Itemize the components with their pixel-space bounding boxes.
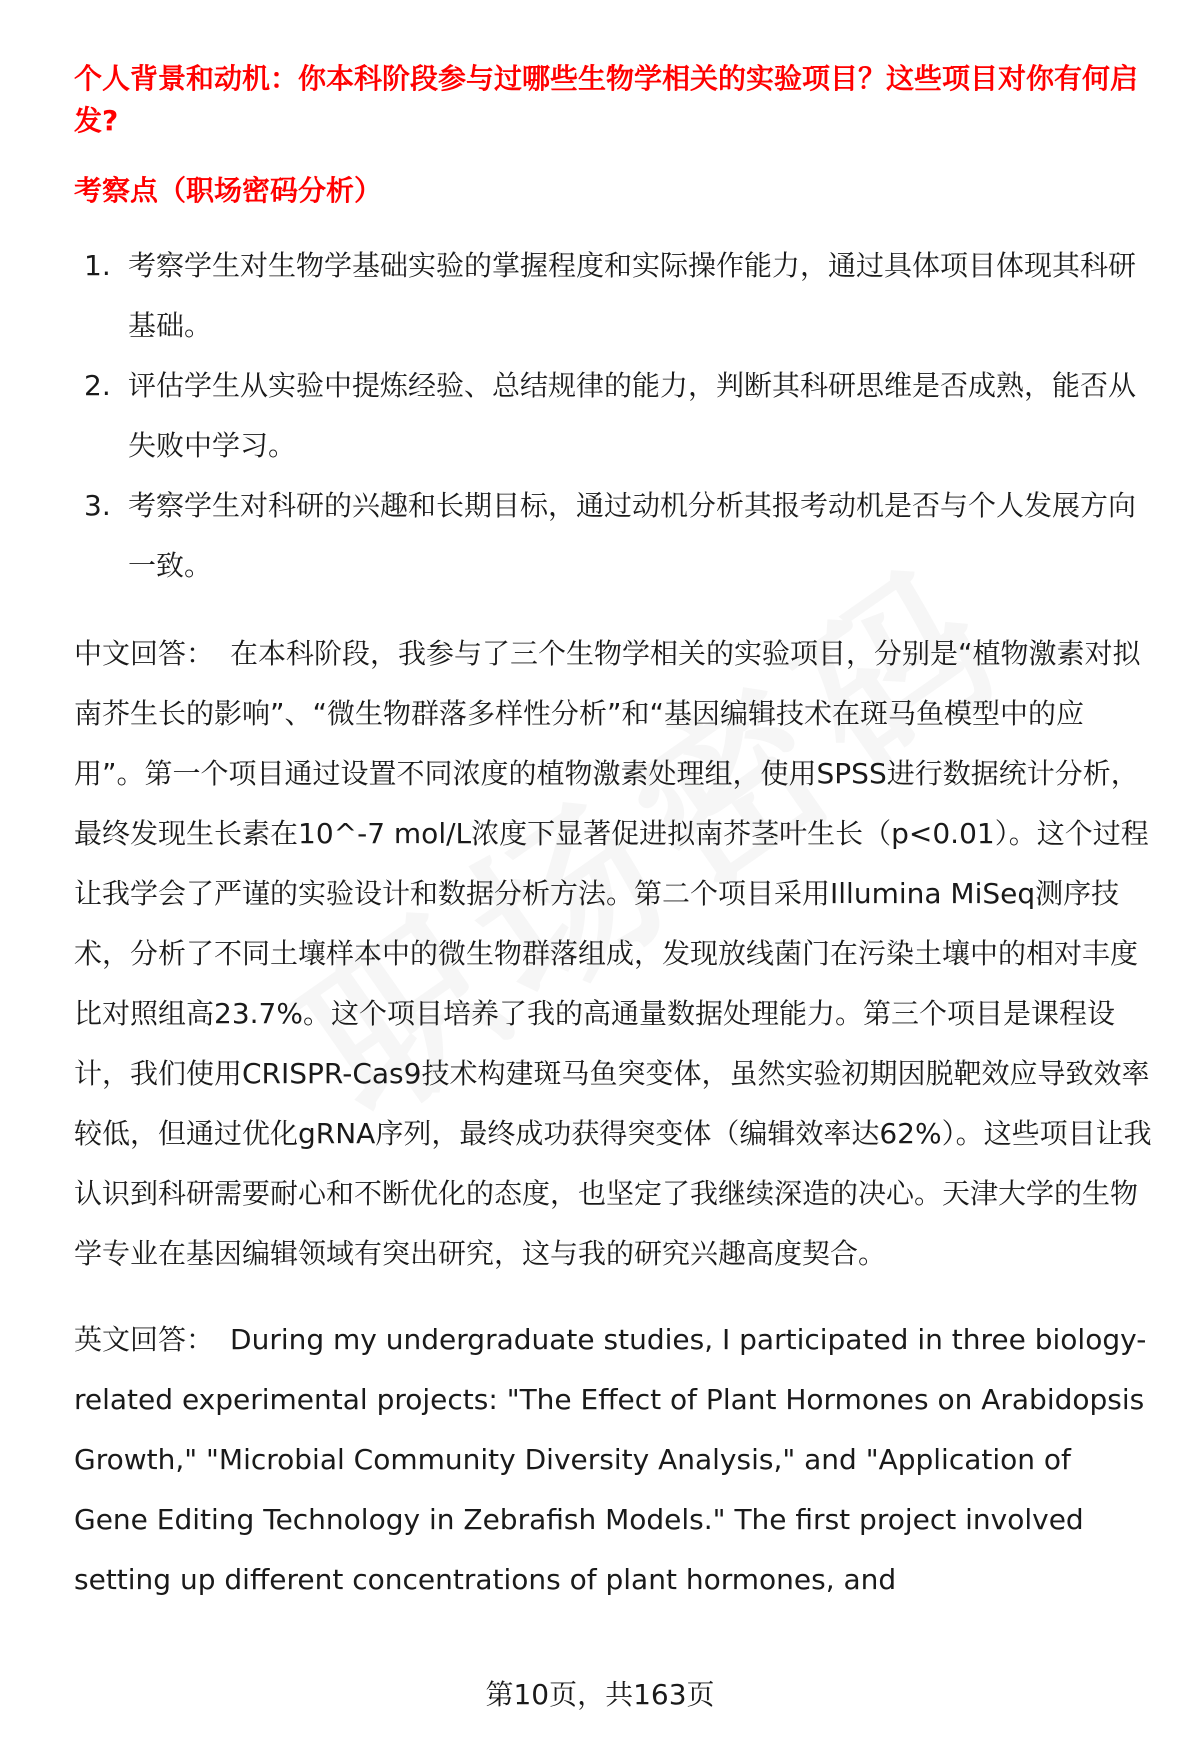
list-item (74, 236, 1152, 356)
list-item (74, 356, 1152, 476)
list-item-text: 评估学生从实验中提炼经验、总结规律的能力，判断其科研思维是否成熟，能否从失败中学习。 (128, 369, 1137, 462)
list-item (74, 476, 1152, 596)
list-item-number: 3. (84, 489, 111, 522)
question-heading: 个人背景和动机：你本科阶段参与过哪些生物学相关的实验项目？这些项目对你有何启发? (74, 62, 1139, 137)
list-item-number: 2. (84, 369, 111, 402)
analysis-points-list (74, 236, 1152, 596)
list-item-text: 考察学生对科研的兴趣和长期目标，通过动机分析其报考动机是否与个人发展方向一致。 (128, 489, 1137, 582)
chinese-answer-text: 在本科阶段，我参与了三个生物学相关的实验项目，分别是“植物激素对拟南芥生长的影响”、“微生物群落多样性分析”和“基因编辑技术在斑马鱼模型中的应用”。第一个项目通过设置不同浓度的植物激素处理组，使用SPSS进行数据统计分析，最终发现生长素在10^-7 mol/L浓度下显著促进拟南芥茎叶生长（p<0.01）。这个过程让我学会了严谨的实验设计和数据分析方法。第二个项目采用Illumina MiSeq测序技术，分析了不同土壤样本中的微生物群落组成，发现放线菌门在污染土壤中的相对丰度比对照组高23.7%。这个项目培养了我的高通量数据处理能力。第三个项目是课程设计，我们使用CRISPR-Cas9技术构建斑马鱼突变体，虽然实验初期因脱靶效应导致效率较低，但通过优化gRNA序列，最终成功获得突变体（编辑效率达62%）。这些项目让我认识到科研需要耐心和不断优化的态度，也坚定了我继续深造的决心。天津大学的生物学专业在基因编辑领域有突出研究，这与我的研究兴趣高度契合。 (74, 637, 1152, 1270)
page-number-footer: 第10页，共163页 (485, 1678, 715, 1711)
english-answer-text: During my undergraduate studies, I participated in three biology-related experimental projects: "The Effect of Plant Hormones on Arabidopsis Growth," "Microbial Community Diversity Analysis," and "Application of Gene Editing Technology in Zebrafish Models." The first project involved setting up different concentrations of plant hormones, and (74, 1323, 1147, 1596)
list-item-text: 考察学生对生物学基础实验的掌握程度和实际操作能力，通过具体项目体现其科研基础。 (128, 249, 1137, 342)
chinese-answer-paragraph (74, 624, 1152, 1284)
chinese-answer-label: 中文回答： (74, 637, 215, 670)
english-answer-paragraph (74, 1310, 1152, 1610)
english-answer-label: 英文回答： (74, 1323, 215, 1356)
analysis-subheading: 考察点（职场密码分析） (74, 174, 383, 207)
list-item-number: 1. (84, 249, 111, 282)
